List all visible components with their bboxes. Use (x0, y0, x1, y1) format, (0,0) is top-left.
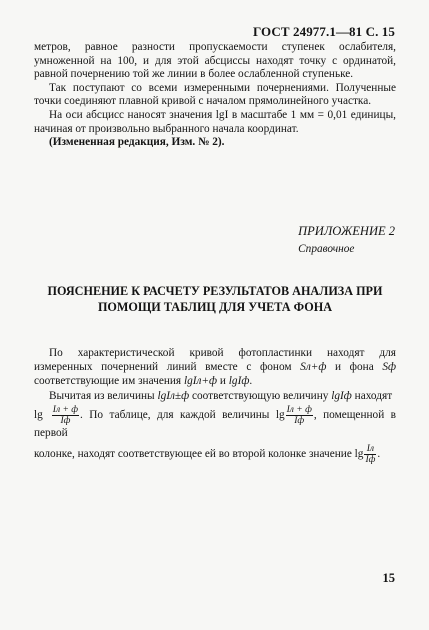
text-run: Вычитая из величины (49, 390, 158, 402)
symbol: Sл+ф (300, 361, 327, 373)
fraction-denominator: Iф (365, 455, 376, 465)
fraction (286, 405, 313, 426)
text-run: . По таблице, для каждой величины lg (80, 409, 285, 422)
page-header: ГОСТ 24977.1—81 С. 15 (252, 24, 395, 39)
fraction (364, 444, 376, 465)
text-run: колонке, находят соответствующее ей во второй колонке значение lg (34, 448, 364, 461)
text-run: и (217, 375, 229, 387)
paragraph: На оси абсцисс наносят значения lgI в масштабе 1 мм = 0,01 единицы, начиная от произвольно выбранного начала координат. (34, 108, 396, 135)
body-text-block (34, 346, 396, 465)
text-run: значения (138, 375, 184, 387)
appendix-title: ПРИЛОЖЕНИЕ 2 (298, 224, 395, 238)
body-line-final (34, 444, 396, 465)
text-run: . (249, 375, 253, 387)
symbol: Sф (382, 361, 396, 373)
symbol: lgIл±ф (157, 390, 190, 402)
fraction-denominator: Iф (60, 416, 71, 426)
body-paragraph-2 (34, 389, 396, 403)
top-text-block (34, 41, 396, 150)
fraction (52, 405, 79, 426)
symbol: lgIл+ф (183, 375, 218, 387)
appendix-subtitle: Справочное (298, 243, 355, 255)
text-run: почернений линий вместе с фоном (101, 361, 301, 373)
section-title: ПОЯСНЕНИЕ К РАСЧЕТУ РЕЗУЛЬТАТОВ АНАЛИЗА ПРИ ПОМОЩИ ТАБЛИЦ ДЛЯ УЧЕТА ФОНА (47, 284, 383, 314)
fraction-numerator: Iл + ф (286, 405, 312, 415)
text-run: и фона (326, 361, 383, 373)
fraction-numerator: Iл + ф (52, 405, 79, 415)
symbol: lgIф (331, 390, 352, 402)
text-run: . (377, 448, 381, 461)
text-run: , помещенной в первой (34, 409, 396, 439)
paragraph: Так поступают со всеми измеренными почернениями. Полученные точки соединяют плавной кривой с началом прямолинейного участка. (34, 81, 396, 108)
fraction-denominator: Iф (294, 416, 305, 426)
paragraph-continuation: метров, равное разности пропускаемости ступенек ослабителя, умноженной на 100, и для этой абсциссы находят точку с ординатой, равной почернению той же линии в более ослабленной ступеньке. (34, 41, 396, 81)
text-run: соответствующие им (34, 375, 136, 387)
text-run: lg (34, 409, 43, 422)
appendix-label (298, 224, 395, 255)
text-run: По характеристической кривой фотопластинки находят для измеренных (34, 347, 396, 373)
text-run: находят (351, 390, 393, 402)
amendment-note: (Измененная редакция, Изм. № 2). (49, 136, 225, 149)
fraction-numerator: Iл (364, 444, 376, 455)
body-paragraph-1 (34, 346, 396, 388)
page-number: 15 (382, 571, 395, 585)
text-run: соответствующую величину (189, 390, 332, 402)
symbol: lgIф (228, 375, 250, 387)
body-line-fractions (34, 405, 396, 440)
